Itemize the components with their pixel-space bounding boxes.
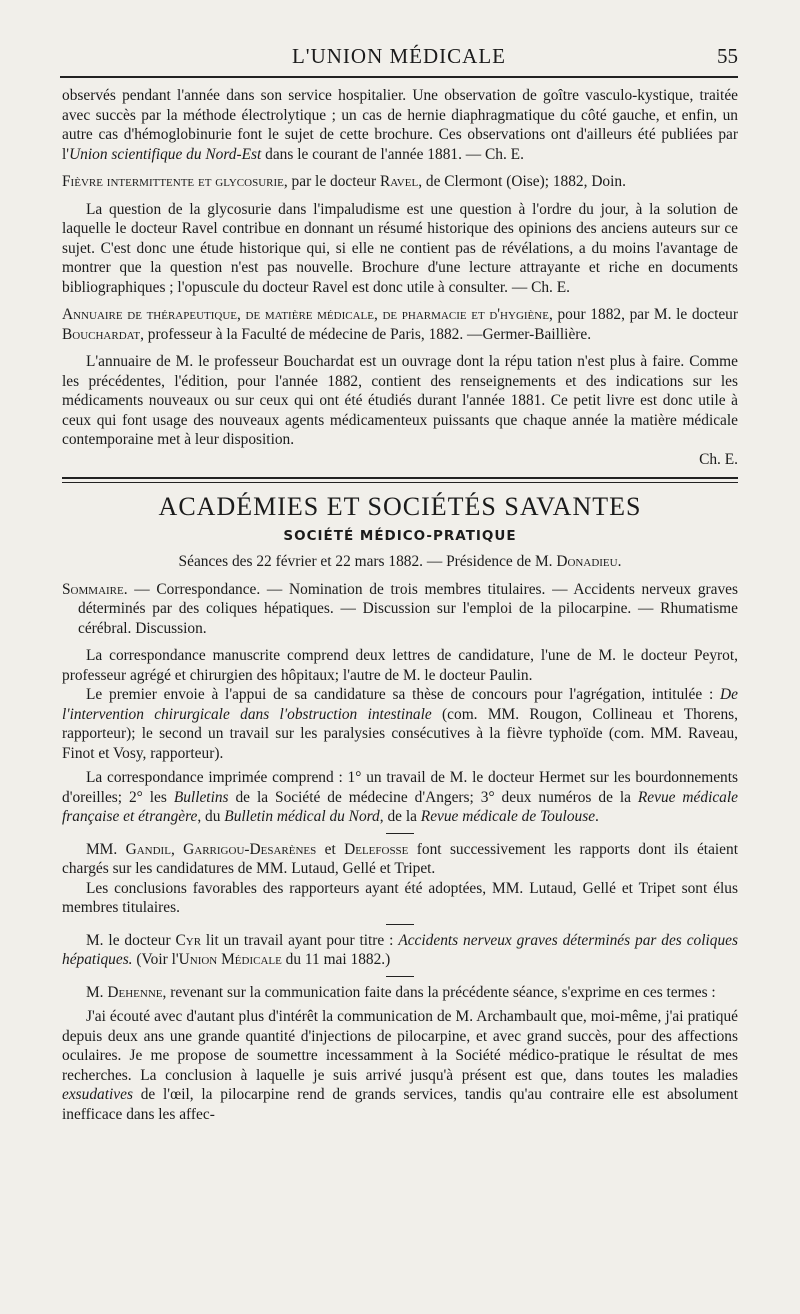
book-title: Fièvre intermittente et glycosurie	[62, 173, 284, 190]
author-name: Ravel	[380, 173, 419, 190]
text: M.	[86, 983, 108, 1001]
journal-name: Bulletin médical du Nord	[224, 808, 380, 825]
text: , pour 1882, par M. le docteur	[548, 306, 738, 323]
paragraph-glycosurie: La question de la glycosurie dans l'impaludisme est une question à l'ordre du jour, à la solution de laquelle le docteur Ravel contribue en donnant un résumé historique des opinions des anciens auteurs sur ce sujet. C'est donc une étude historique qui, si elle ne contient pas de révélations, a du moins l'avantage de montrer que la question n'est pas nouvelle. Brochure d'une lecture attrayante et riche en documents bibliographiques ; l'opuscule du docteur Ravel est donc utile à consulter. — Ch. E.	[62, 200, 738, 296]
text: M. le docteur	[86, 931, 176, 949]
journal-name: Bulletins	[173, 788, 229, 806]
journal-name: Union scientifique du Nord-Est	[69, 145, 262, 163]
paragraph-rapports	[62, 840, 738, 879]
journal-name: Revue médicale de Toulouse	[420, 808, 596, 825]
text: de l'œil, la pilocarpine rend de grands services, tandis qu'au contraire elle est absolument inefficace dans les affec-	[62, 1086, 738, 1123]
review-heading-fievre	[62, 172, 738, 192]
text: , de la	[379, 808, 421, 825]
text: La correspondance imprimée comprend : 1° un travail de M. le docteur Hermet sur les bourdonnements d'oreilles; 2° les	[62, 769, 738, 806]
text: dans le courant de l'année 1881. — Ch. E.	[261, 145, 524, 163]
paragraph-correspondance: La correspondance manuscrite comprend deux lettres de candidature, l'une de M. le docteur Peyrot, professeur agrégé et chirurgien des hôpitaux; l'autre de M. le docteur Paulin.	[62, 647, 738, 684]
journal-title: L'UNION MÉDICALE	[291, 44, 506, 68]
page-content	[62, 86, 738, 1124]
text: lit un travail ayant pour titre :	[201, 931, 399, 949]
paragraph-annuaire: L'annuaire de M. le professeur Bouchardat est un ouvrage dont la répu tation n'est plus à faire. Comme les précédentes, l'édition, pour l'année 1882, contient des renseignements et des indications sur les médicaments nouveaux ou sur ceux qui ont été étudiés durant l'année 1881. Ce petit livre est donc utile à ceux qui font usage des nouveaux agents médicamenteux puissants que chaque année la matière médicale contemporaine met à leur disposition.	[62, 353, 738, 448]
text: , revenant sur la communication faite dans la précédente séance, s'exprime en ces termes :	[162, 983, 716, 1001]
paragraph-pilocarpine	[62, 1007, 738, 1124]
signature: Ch. E.	[699, 450, 738, 468]
text: Le premier envoie à l'appui de sa candidature sa thèse de concours pour l'agrégation, intitulée :	[86, 686, 721, 703]
text: Séances des 22 février et 22 mars 1882. — Présidence de M.	[178, 553, 557, 570]
work-title: Accidents nerveux graves déterminés par des coliques hépatiques.	[62, 931, 738, 968]
text: (com. MM. Rougon, Collineau et Thorens, rapporteur); le second un travail sur les paralysies consécutives à la fièvre typhoïde (com. MM. Raveau, Finot et Vosy, rapporteur).	[62, 705, 738, 762]
member-name: Dehenne	[107, 983, 163, 1001]
paragraph-premier	[62, 685, 738, 763]
review-heading-annuaire	[62, 305, 738, 344]
sommaire	[62, 580, 738, 639]
separator-rule	[386, 924, 414, 925]
paragraph-dehenne	[62, 983, 738, 1003]
text: , de Clermont (Oise); 1882, Doin.	[418, 173, 626, 190]
journal-name: Revue médicale française et étrangère	[62, 788, 738, 825]
society-title: SOCIÉTÉ MÉDICO-PRATIQUE	[283, 527, 517, 544]
text: (Voir l'	[132, 951, 179, 968]
text: , du	[197, 808, 225, 825]
text: MM.	[86, 840, 126, 858]
separator-rule	[386, 833, 414, 834]
text: ,	[170, 840, 184, 858]
member-name: Garrigou-Desarènes	[183, 840, 317, 858]
text: font successivement les rapports dont ils étaient chargés sur les candidatures de MM. Lutaud, Gellé et Tripet.	[62, 840, 738, 877]
header-rule	[60, 76, 738, 78]
text: et	[316, 840, 345, 858]
thesis-title: De l'intervention chirurgicale dans l'obstruction intestinale	[62, 686, 738, 723]
paragraph-observations	[62, 86, 738, 164]
seances-line	[62, 552, 738, 572]
text: de la Société de médecine d'Angers; 3° deux numéros de la	[228, 788, 638, 806]
text: observés pendant l'année dans son service hospitalier. Une observation de goître vasculo-kystique, traitée avec succès par la méthode électrolytique ; un cas de hernie diaphragmatique du côté gauche, et enfin, un autre cas d'hémoglobinurie font le sujet de cette brochure. Ces observations ont d'ailleurs été publiées par l'	[62, 87, 738, 163]
member-name: Delefosse	[344, 840, 409, 858]
text: . — Correspondance. — Nomination de trois membres titulaires. — Accidents nerveux graves déterminés par des coliques hépatiques. — Discussion sur l'emploi de la pilocarpine. — Rhumatisme cérébral. Discussion.	[78, 580, 738, 637]
text: J'ai écouté avec d'autant plus d'intérêt la communication de M. Archambault que, moi-même, j'ai pratiqué depuis deux ans une grande quantité d'injections de pilocarpine, et avec grand succès, pour des affections oculaires. Je me propose de soumettre incessamment à la Société médico-pratique le résultat de mes recherches. La conclusion à laquelle je suis arrivé jusqu'à présent est que, dans toutes les maladies	[62, 1008, 738, 1084]
paragraph-cyr	[62, 931, 738, 970]
page-number: 55	[717, 44, 738, 68]
text: du 11 mai 1882.)	[281, 951, 391, 968]
president-name: Donadieu	[556, 553, 618, 570]
italic-term: exsudatives	[62, 1086, 133, 1103]
page-header	[60, 40, 738, 72]
paragraph-conclusions: Les conclusions favorables des rapporteurs ayant été adoptées, MM. Lutaud, Gellé et Tripet sont élus membres titulaires.	[62, 879, 738, 916]
text: .	[617, 553, 622, 570]
separator-rule	[386, 976, 414, 977]
author-name: Bouchardat	[62, 325, 141, 343]
text: .	[595, 808, 599, 825]
text: , professeur à la Faculté de médecine de Paris, 1882. —Germer-Baillière.	[140, 325, 592, 343]
member-name: Cyr	[175, 931, 202, 949]
text: , par le docteur	[283, 173, 381, 190]
sommaire-label: Sommaire	[62, 580, 124, 598]
paragraph-imprimee	[62, 768, 738, 827]
section-title: ACADÉMIES ET SOCIÉTÉS SAVANTES	[158, 492, 642, 521]
member-name: Gandil	[125, 840, 171, 858]
journal-name: Union Médicale	[178, 951, 282, 968]
section-divider	[62, 477, 738, 483]
book-title: Annuaire de thérapeutique, de matière médicale, de pharmacie et d'hygiène	[62, 306, 549, 323]
